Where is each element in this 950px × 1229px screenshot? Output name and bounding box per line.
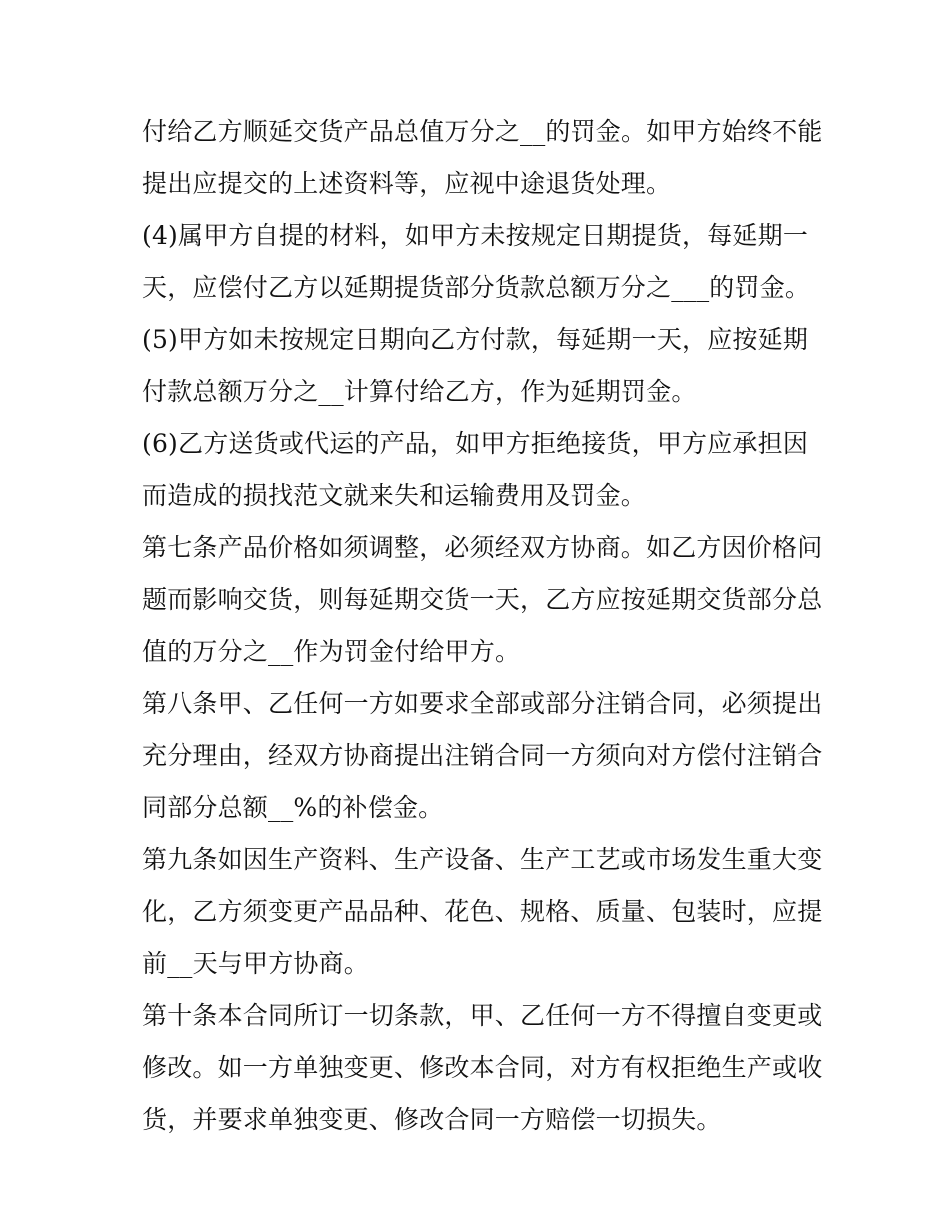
text-line: 第九条如因生产资料、生产设备、生产工艺或市场发生重大变 — [142, 845, 823, 874]
text-line: 天，应偿付乙方以延期提货部分货款总额万分之___的罚金。 — [142, 273, 811, 302]
text-line: 修改。如一方单独变更、修改本合同，对方有权拒绝生产或收 — [142, 1053, 823, 1082]
text-line: 而造成的损找范文就来失和运输费用及罚金。 — [142, 481, 647, 510]
text-line: (6)乙方送货或代运的产品，如甲方拒绝接货，甲方应承担因 — [142, 429, 809, 458]
text-line: (4)属甲方自提的材料，如甲方未按规定日期提货，每延期一 — [142, 221, 809, 250]
text-line: 题而影响交货，则每延期交货一天，乙方应按延期交货部分总 — [142, 585, 823, 614]
text-line: (5)甲方如未按规定日期向乙方付款，每延期一天，应按延期 — [142, 325, 809, 354]
text-line: 第七条产品价格如须调整，必须经双方协商。如乙方因价格问 — [142, 533, 823, 562]
text-line: 货，并要求单独变更、修改合同一方赔偿一切损失。 — [142, 1105, 722, 1134]
text-line: 化，乙方须变更产品品种、花色、规格、质量、包装时，应提 — [142, 897, 823, 926]
text-line: 付款总额万分之__计算付给乙方，作为延期罚金。 — [142, 377, 697, 406]
text-line: 付给乙方顺延交货产品总值万分之__的罚金。如甲方始终不能 — [142, 117, 823, 146]
text-line: 值的万分之__作为罚金付给甲方。 — [142, 637, 521, 666]
text-line: 第八条甲、乙任何一方如要求全部或部分注销合同，必须提出 — [142, 689, 823, 718]
contract-text-body — [142, 106, 822, 1146]
text-line: 同部分总额__%的补偿金。 — [142, 793, 444, 822]
text-line: 前__天与甲方协商。 — [142, 949, 370, 978]
text-line: 第十条本合同所订一切条款，甲、乙任何一方不得擅自变更或 — [142, 1001, 823, 1030]
text-line: 提出应提交的上述资料等，应视中途退货处理。 — [142, 169, 672, 198]
text-line: 充分理由，经双方协商提出注销合同一方须向对方偿付注销合 — [142, 741, 823, 770]
